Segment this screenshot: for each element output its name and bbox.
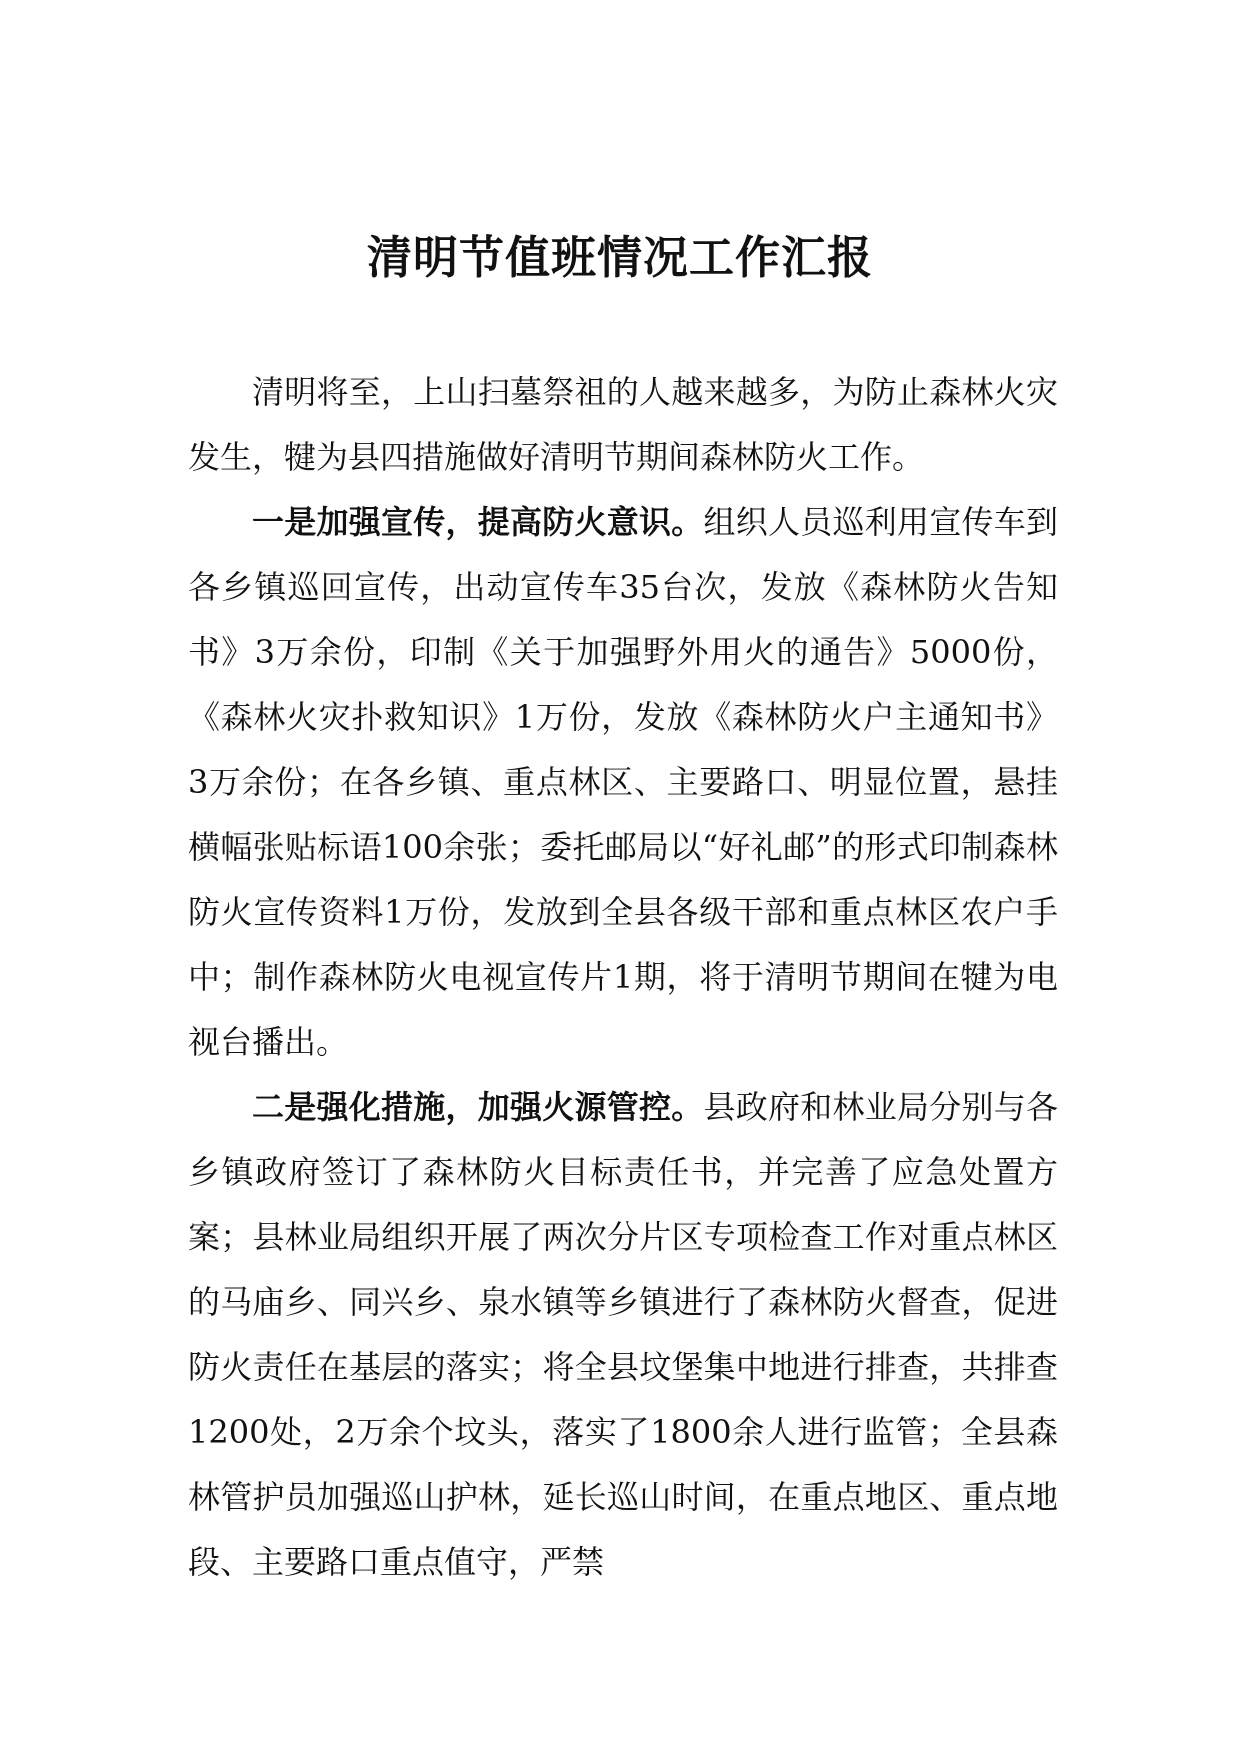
section-2-lead: 二是强化措施，加强火源管控。 <box>252 1088 704 1126</box>
intro-paragraph: 清明将至，上山扫墓祭祖的人越来越多，为防止森林火灾发生，犍为县四措施做好清明节期间森林防火工作。 <box>188 373 1058 476</box>
section-1-text: 组织人员巡利用宣传车到各乡镇巡回宣传，出动宣传车35台次，发放《森林防火告知书》3万余份，印制《关于加强野外用火的通告》5000份，《森林火灾扑救知识》1万份，发放《森林防火户主通知书》3万余份；在各乡镇、重点林区、主要路口、明显位置，悬挂横幅张贴标语100余张；委托邮局以“好礼邮”的形式印制森林防火宣传资料1万份，发放到全县各级干部和重点林区农户手中；制作森林防火电视宣传片1期，将于清明节期间在犍为电视台播出。 <box>188 503 1058 1061</box>
section-paragraph-2 <box>188 1075 1058 1595</box>
section-1-lead: 一是加强宣传，提高防火意识。 <box>252 503 704 541</box>
section-paragraph-1 <box>188 490 1058 1075</box>
section-2-text: 县政府和林业局分别与各乡镇政府签订了森林防火目标责任书，并完善了应急处置方案；县林业局组织开展了两次分片区专项检查工作对重点林区的马庙乡、同兴乡、泉水镇等乡镇进行了森林防火督查，促进防火责任在基层的落实；将全县坟堡集中地进行排查，共排查1200处，2万余个坟头，落实了1800余人进行监管；全县森林管护员加强巡山护林，延长巡山时间，在重点地区、重点地段、主要路口重点值守，严禁 <box>188 1088 1058 1581</box>
document-title: 清明节值班情况工作汇报 <box>366 231 873 284</box>
document-body <box>188 360 1058 1595</box>
